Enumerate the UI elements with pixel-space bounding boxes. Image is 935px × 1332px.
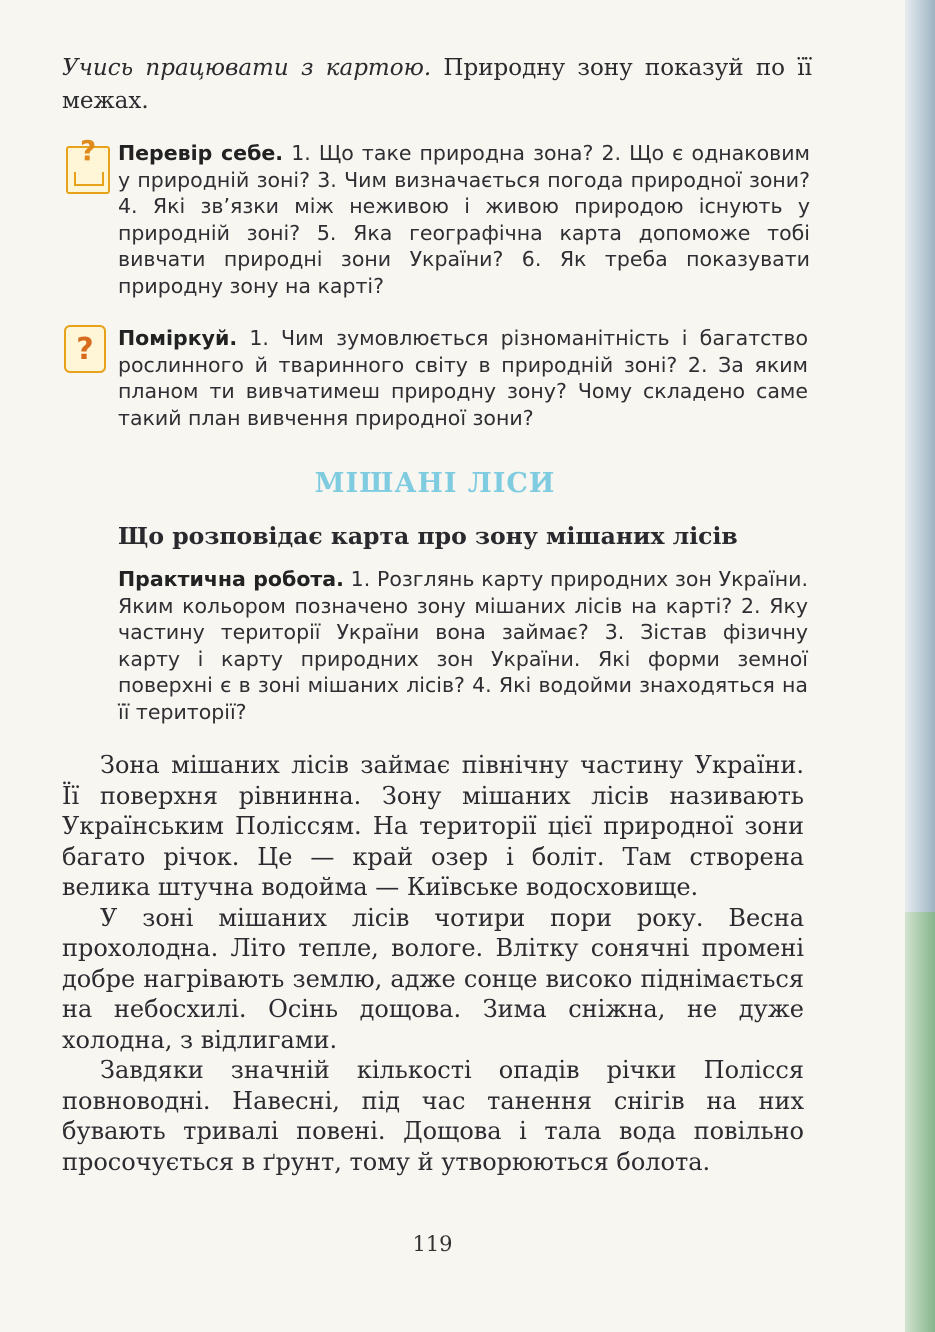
question-mark-icon: ? (64, 325, 106, 373)
section-title: МІШАНІ ЛІСИ (314, 468, 556, 499)
intro-rest: Природну зону показуй по її межах. (62, 55, 813, 114)
page-number: 119 (412, 1232, 453, 1256)
practical-work-label: Практична робота. (118, 567, 344, 591)
main-text (62, 750, 804, 1177)
paragraph: Завдяки значній кількості опадів річки Полісся повноводні. Навесні, під час танення снігів на них бувають тривалі повені. Дощова і тала вода повільно просочується в ґрунт, тому й утворюються болота. (62, 1056, 804, 1176)
page-edge-illustration (905, 912, 935, 1332)
think-block (118, 325, 808, 431)
question-book-icon: ? (66, 146, 110, 194)
check-yourself-label: Перевір себе. (118, 141, 284, 165)
check-yourself-text: 1. Що таке природна зона? 2. Що є однаковим у природній зоні? 3. Чим визначається погода природної зони? 4. Які зв’язки між неживою і живою природою існують у природній зоні? 5. Яка географічна карта допоможе тобі вивчати природні зони України? 6. Як треба показувати природну зону на карті? (118, 141, 811, 298)
practical-work-text: 1. Розглянь карту природних зон України. Яким кольором позначено зону мішаних лісів на карті? 2. Яку частину території України вона займає? 3. Зістав фізичну карту і карту природних зон України. Які форми земної поверхні є в зоні мішаних лісів? 4. Які водойми знаходяться на її території? (118, 567, 808, 724)
practical-work-block (118, 566, 808, 725)
subheading: Що розповідає карта про зону мішаних лісів (118, 522, 738, 550)
paragraph: Зона мішаних лісів займає північну частину України. Її поверхня рівнинна. Зону мішаних лісів називають Українським Поліссям. На території цієї природної зони багато річок. Це — край озер і боліт. Там створена велика штучна водойма — Київське водосховище. (62, 751, 804, 901)
intro-paragraph (62, 52, 812, 118)
intro-italic: Учись працювати з картою. (62, 55, 432, 81)
paragraph: У зоні мішаних лісів чотири пори року. Весна прохолодна. Літо тепле, вологе. Влітку сонячні промені добре нагрівають землю, адже сонце високо піднімається на небосхилі. Осінь дощова. Зима сніжна, не дуже холодна, з відлигами. (62, 903, 804, 1054)
think-label: Поміркуй. (118, 326, 238, 350)
think-text: 1. Чим зумовлюється різноманітність і багатство рослинного й тваринного світу в природній зоні? 2. За яким планом ти вивчатимеш природну зону? Чому складено саме такий план вивчення природної зони? (118, 326, 808, 430)
check-yourself-block (118, 140, 810, 299)
